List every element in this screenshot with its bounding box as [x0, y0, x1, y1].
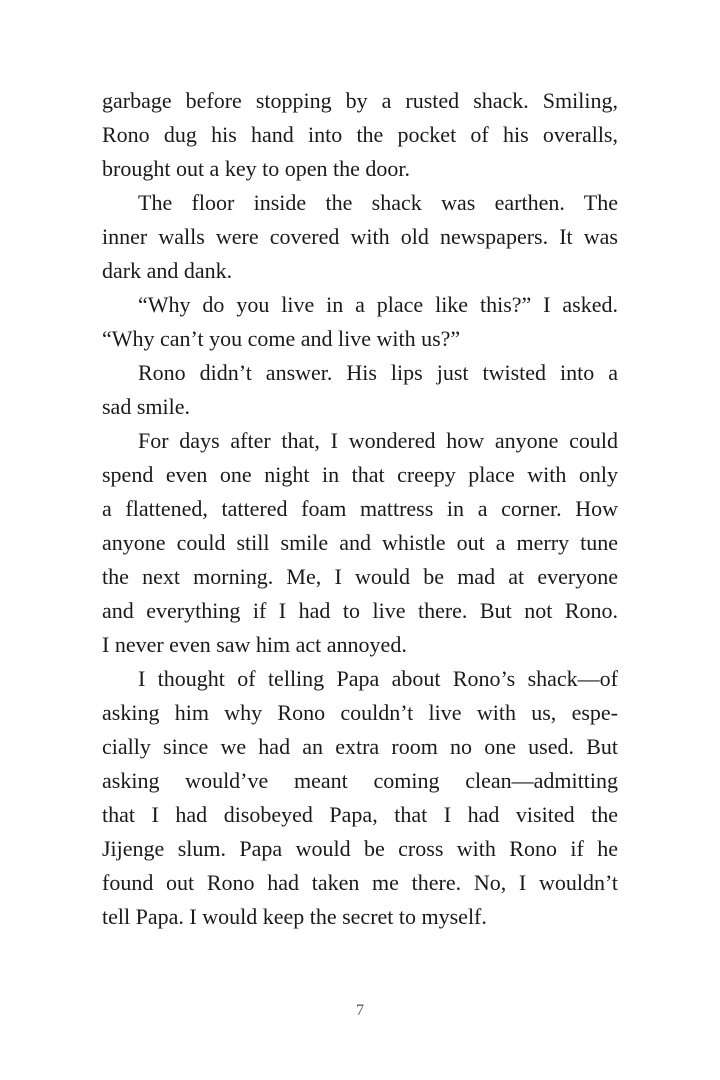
- text-line: brought out a key to open the door.: [102, 156, 410, 181]
- text-line: the next morning. Me, I would be mad at everyone: [102, 564, 618, 589]
- text-line: spend even one night in that creepy place with only: [102, 462, 618, 487]
- text-line: cially since we had an extra room no one used. But: [102, 734, 618, 759]
- text-line: garbage before stopping by a rusted shack. Smiling,: [102, 88, 618, 113]
- text-line: and everything if I had to live there. But not Rono.: [102, 598, 618, 623]
- text-line: I never even saw him act annoyed.: [102, 632, 407, 657]
- text-line: Rono didn’t answer. His lips just twisted into a: [138, 360, 618, 385]
- text-line: a flattened, tattered foam mattress in a corner. How: [102, 496, 618, 521]
- text-line: sad smile.: [102, 394, 190, 419]
- page-number: 7: [356, 1002, 364, 1019]
- body-text: [102, 84, 618, 934]
- text-line: I thought of telling Papa about Rono’s shack—of: [138, 666, 618, 691]
- text-line: Rono dug his hand into the pocket of his overalls,: [102, 122, 618, 147]
- text-line: “Why can’t you come and live with us?”: [102, 326, 461, 351]
- text-line: asking him why Rono couldn’t live with us, espe-: [102, 700, 618, 725]
- text-line: For days after that, I wondered how anyone could: [138, 428, 618, 453]
- text-line: Jijenge slum. Papa would be cross with Rono if he: [102, 836, 618, 861]
- text-line: tell Papa. I would keep the secret to myself.: [102, 904, 487, 929]
- text-line: found out Rono had taken me there. No, I wouldn’t: [102, 870, 618, 895]
- text-line: inner walls were covered with old newspapers. It was: [102, 224, 618, 249]
- text-line: that I had disobeyed Papa, that I had visited the: [102, 802, 618, 827]
- text-line: asking would’ve meant coming clean—admitting: [102, 768, 618, 793]
- text-line: dark and dank.: [102, 258, 233, 283]
- text-line: The floor inside the shack was earthen. The: [138, 190, 618, 215]
- text-line: anyone could still smile and whistle out a merry tune: [102, 530, 618, 555]
- text-line: “Why do you live in a place like this?” I asked.: [138, 292, 618, 317]
